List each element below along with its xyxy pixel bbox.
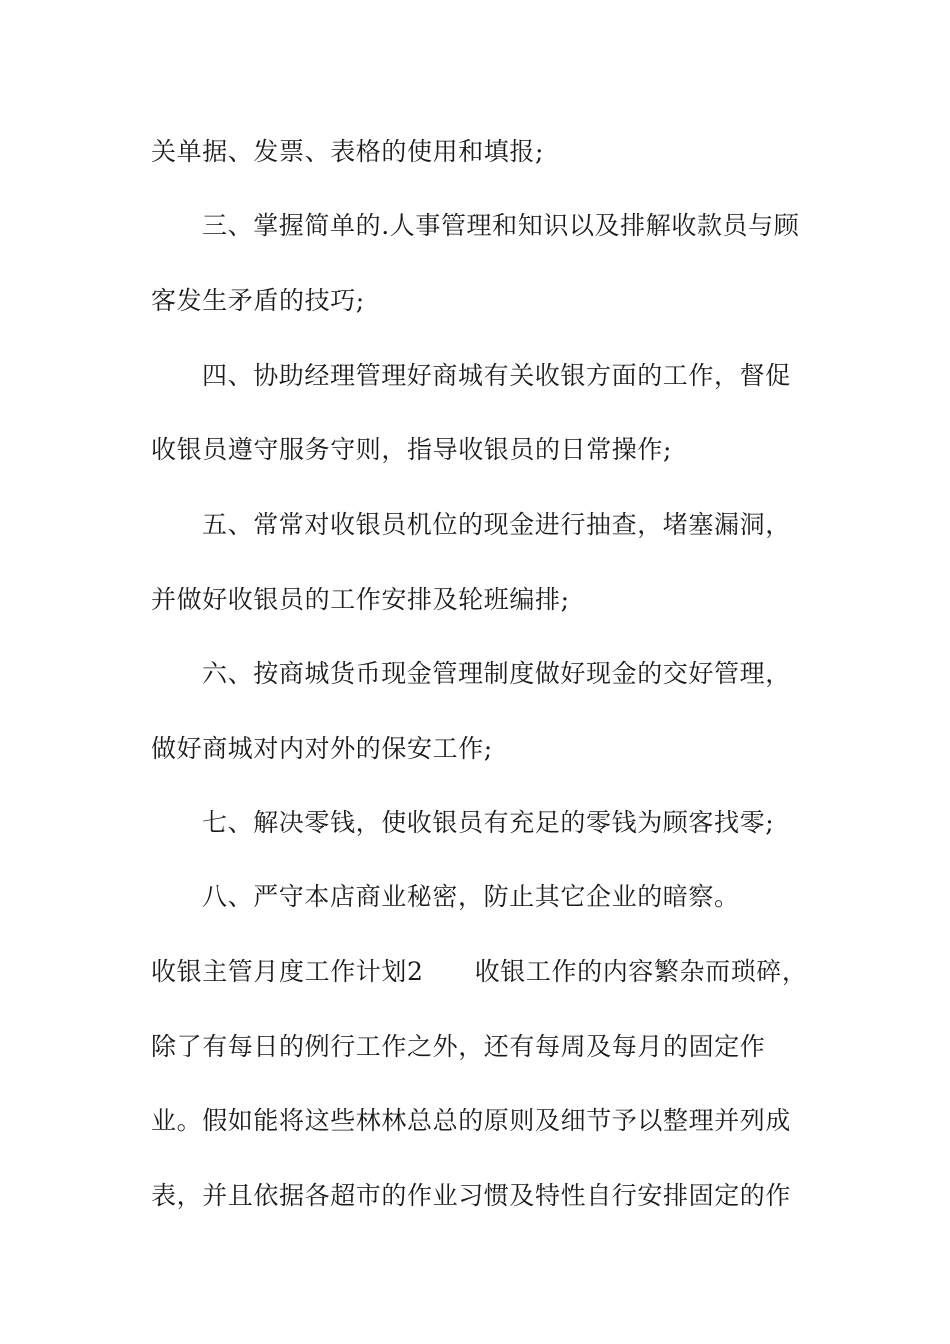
text-line: 四、协助经理管理好商城有关收银方面的工作，督促	[202, 361, 791, 390]
text-line: 并做好收银员的工作安排及轮班编排;	[151, 585, 570, 614]
text-line: 八、严守本店商业秘密，防止其它企业的暗察。	[202, 882, 740, 911]
text-line: 除了有每日的例行工作之外，还有每周及每月的固定作	[151, 1032, 766, 1061]
text-line: 关单据、发票、表格的使用和填报;	[151, 137, 545, 166]
text-line: 收银员遵守服务守则，指导收银员的日常操作;	[151, 435, 673, 464]
text-line: 收银主管月度工作计划2 收银工作的内容繁杂而琐碎，	[151, 957, 808, 986]
text-line: 六、按商城货币现金管理制度做好现金的交好管理，	[202, 659, 791, 688]
text-line: 五、常常对收银员机位的现金进行抽查，堵塞漏洞，	[202, 510, 791, 539]
text-line: 七、解决零钱，使收银员有充足的零钱为顾客找零;	[202, 808, 775, 837]
text-line: 做好商城对内对外的保安工作;	[151, 734, 493, 763]
text-line: 业。假如能将这些林林总总的原则及细节予以整理并列成	[151, 1106, 792, 1135]
text-line: 表，并且依据各超市的作业习惯及特性自行安排固定的作	[151, 1181, 792, 1210]
text-line: 客发生矛盾的技巧;	[151, 286, 365, 315]
text-line: 三、掌握简单的.人事管理和知识以及排解收款员与顾	[202, 211, 800, 240]
